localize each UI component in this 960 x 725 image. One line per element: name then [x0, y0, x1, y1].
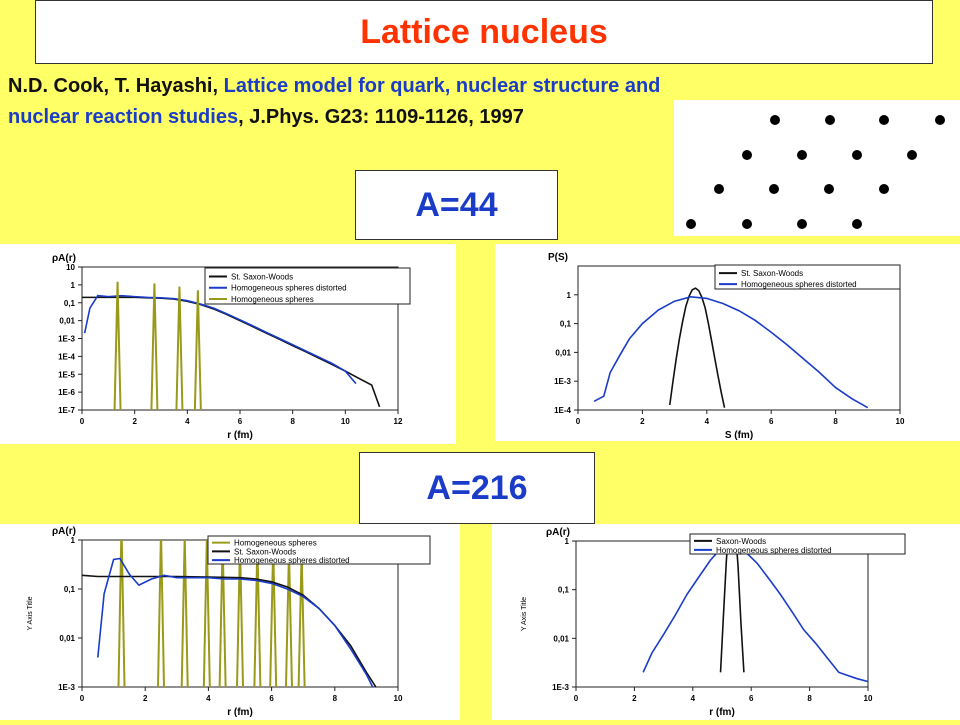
x-tick-label: 6 — [768, 417, 774, 426]
y-tick-label: 1 — [70, 280, 75, 290]
chart-ps-a216 — [492, 524, 960, 720]
series-spike — [176, 287, 182, 410]
series-spike — [254, 545, 260, 687]
title-box — [35, 0, 933, 64]
series-spike — [299, 553, 305, 687]
lattice-dot — [907, 150, 917, 160]
lattice-dot — [879, 115, 889, 125]
legend-label: St. Saxon-Woods — [231, 272, 294, 282]
plot-frame — [576, 541, 868, 687]
legend-label: Homogeneous spheres distorted — [741, 280, 857, 290]
series-line — [82, 575, 376, 687]
legend-label: Homogeneous spheres distorted — [231, 283, 347, 293]
lattice-dot — [879, 184, 889, 194]
lattice-dot — [686, 219, 696, 229]
y-tick-label: 0,1 — [559, 319, 571, 329]
x-tick-label: 6 — [748, 694, 754, 703]
lattice-dot — [825, 115, 835, 125]
x-tick-label: 4 — [206, 694, 211, 703]
chart-rho-a44-panel — [0, 244, 456, 444]
series-line — [643, 546, 874, 683]
y-tick-label: 0,01 — [59, 316, 75, 326]
y-tick-label: 1 — [566, 290, 571, 300]
y-tick-label: 1E-3 — [552, 683, 569, 692]
series-line — [670, 288, 725, 408]
x-axis-label: r (fm) — [227, 430, 253, 441]
series-spike — [182, 536, 188, 687]
legend-label: Homogeneous spheres distorted — [234, 556, 350, 566]
x-tick-label: 0 — [79, 694, 85, 703]
lattice-dot — [742, 150, 752, 160]
lattice-dot — [770, 115, 780, 125]
x-tick-label: 0 — [79, 417, 85, 426]
x-tick-label: 2 — [640, 417, 645, 426]
series-line — [594, 297, 868, 408]
chart-rho-a216-panel — [0, 524, 460, 720]
x-tick-label: 12 — [393, 417, 403, 426]
x-axis-label: r (fm) — [227, 707, 253, 718]
series-spike — [270, 546, 276, 687]
legend-label: Saxon-Woods — [716, 536, 767, 546]
x-axis-label: S (fm) — [724, 430, 754, 441]
lattice-dot — [742, 219, 752, 229]
x-tick-label: 8 — [833, 417, 838, 426]
y-tick-label: 0,01 — [555, 348, 571, 358]
y-tick-label: 0,01 — [553, 634, 569, 644]
y-axis-side-title: Y Axis Title — [27, 596, 34, 631]
x-tick-label: 0 — [573, 694, 579, 703]
y-tick-label: 1E-3 — [58, 683, 75, 692]
x-tick-label: 8 — [807, 694, 812, 703]
slide-title: Lattice nucleus — [360, 12, 608, 51]
series-spike — [195, 290, 201, 410]
label-a44 — [355, 170, 558, 240]
x-tick-label: 4 — [690, 694, 696, 703]
y-axis-label: ρA(r) — [52, 526, 76, 537]
series-spike — [115, 282, 121, 410]
x-tick-label: 10 — [895, 417, 905, 426]
legend-label: Homogeneous spheres distorted — [716, 545, 832, 555]
y-axis-label: ρA(r) — [52, 253, 76, 264]
y-tick-label: 10 — [66, 263, 75, 272]
lattice-dot — [769, 184, 779, 194]
chart-rho-a44 — [0, 244, 456, 444]
lattice-dot — [824, 184, 834, 194]
x-tick-label: 4 — [704, 417, 710, 426]
series-spike — [158, 531, 164, 687]
y-tick-label: 1E-5 — [58, 370, 75, 380]
lattice-dot — [852, 219, 862, 229]
x-tick-label: 10 — [393, 694, 403, 703]
y-tick-label: 1E-3 — [58, 334, 75, 344]
lattice-dot — [797, 150, 807, 160]
label-a216-text: A=216 — [426, 468, 528, 507]
label-a216 — [359, 452, 595, 524]
y-tick-label: 1E-3 — [554, 377, 571, 387]
chart-ps-a44 — [495, 244, 960, 441]
reference-journal: , J.Phys. G23: 1109-1126, 1997 — [238, 106, 524, 128]
x-axis-label: r (fm) — [709, 707, 735, 718]
lattice-dots-svg — [674, 100, 960, 236]
y-axis-side-title: Y Axis Title — [521, 596, 528, 632]
y-tick-label: 1E-4 — [554, 406, 571, 415]
x-tick-label: 2 — [142, 694, 148, 703]
chart-ps-a44-panel — [495, 244, 960, 441]
y-tick-label: 1E-6 — [58, 388, 75, 398]
reference-paper-title: Lattice model for quark, nuclear structure and nuclear reaction studies — [8, 75, 661, 128]
lattice-dot — [714, 184, 724, 194]
y-tick-label: 1E-7 — [58, 406, 75, 415]
y-tick-label: 1E-4 — [58, 352, 75, 362]
legend-label: St. Saxon-Woods — [234, 547, 297, 557]
lattice-dots-illustration — [674, 100, 960, 236]
y-axis-label: P(S) — [548, 252, 568, 263]
x-tick-label: 0 — [575, 417, 581, 426]
y-tick-label: 1 — [70, 536, 75, 545]
reference-authors: N.D. Cook, T. Hayashi, — [8, 75, 224, 97]
y-tick-label: 0,1 — [63, 298, 75, 308]
label-a44-text: A=44 — [415, 185, 498, 224]
series-line — [85, 296, 356, 384]
legend-label: Homogeneous spheres — [234, 538, 317, 548]
y-tick-label: 1 — [564, 537, 569, 546]
x-tick-label: 6 — [237, 417, 243, 426]
legend-label: Homogeneous spheres — [231, 294, 314, 304]
chart-rho-a216 — [0, 524, 460, 720]
series-spike — [286, 551, 292, 687]
lattice-dot — [797, 219, 807, 229]
legend-label: St. Saxon-Woods — [741, 269, 804, 279]
chart-ps-a216-panel — [492, 524, 960, 720]
x-tick-label: 2 — [632, 694, 637, 703]
series-spike — [119, 525, 125, 687]
series-spike — [151, 283, 157, 410]
x-tick-label: 10 — [340, 417, 350, 426]
y-axis-label: ρA(r) — [546, 527, 570, 538]
reference-citation — [8, 71, 708, 133]
x-tick-label: 4 — [185, 417, 190, 426]
x-tick-label: 6 — [269, 694, 274, 703]
x-tick-label: 2 — [132, 417, 137, 426]
y-tick-label: 0,01 — [59, 634, 75, 643]
lattice-dot — [852, 150, 862, 160]
x-tick-label: 10 — [863, 694, 873, 703]
lattice-dot — [935, 115, 945, 125]
series-line — [82, 294, 380, 406]
x-tick-label: 8 — [332, 694, 338, 703]
y-tick-label: 0,1 — [557, 585, 569, 595]
y-tick-label: 0,1 — [63, 585, 75, 594]
x-tick-label: 8 — [290, 417, 295, 426]
